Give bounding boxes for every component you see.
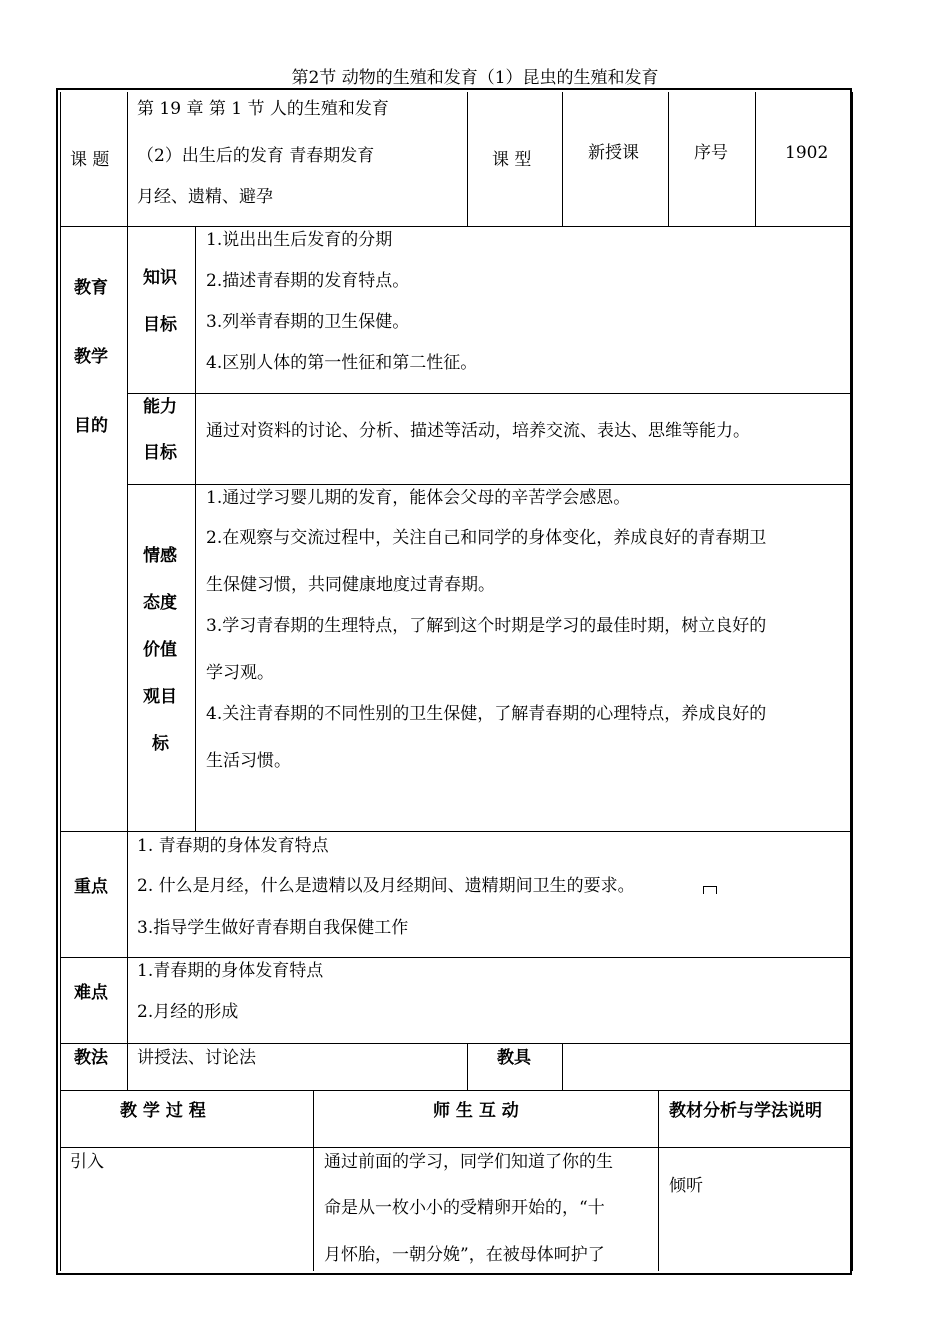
difficulties-label: 难点	[74, 983, 108, 1003]
emotion-label-1: 情感	[143, 546, 177, 566]
topic-label: 课 题	[70, 150, 110, 170]
process-interaction-line-3: 月怀胎，一朝分娩”，在被母体呵护了	[324, 1245, 605, 1265]
topic-line-2: （2）出生后的发育 青春期发育	[137, 146, 375, 166]
difficulty-item-1: 1.青春期的身体发育特点	[137, 961, 324, 981]
row-divider-ability	[127, 484, 852, 485]
row-divider-keypoints	[60, 957, 852, 958]
seq-label: 序号	[694, 143, 728, 163]
col-divider-label	[127, 92, 128, 1090]
emotion-label-4: 观目	[143, 687, 177, 707]
col-divider-sublabel	[195, 226, 196, 831]
type-value: 新授课	[588, 143, 639, 163]
col-divider-topic	[467, 92, 468, 226]
inner-right-border	[852, 92, 853, 1271]
emotion-line-6: 4.关注青春期的不同性别的卫生保健，了解青春期的心理特点，养成良好的	[206, 704, 767, 724]
inner-left-border	[60, 92, 61, 1271]
row-divider-header	[60, 226, 852, 227]
knowledge-label-2: 目标	[143, 315, 177, 335]
keypoints-label: 重点	[74, 877, 108, 897]
document-title: 第2节 动物的生殖和发育（1）昆虫的生殖和发育	[291, 68, 659, 88]
emotion-label-5: 标	[152, 734, 169, 754]
lesson-plan-table-frame	[56, 88, 852, 1275]
knowledge-label-1: 知识	[143, 268, 177, 288]
objectives-label-1: 教育	[74, 278, 108, 298]
ability-label-1: 能力	[143, 397, 177, 417]
row-divider-methods	[60, 1090, 852, 1091]
keypoint-item-2: 2. 什么是月经，什么是遗精以及月经期间、遗精期间卫生的要求。	[137, 876, 635, 896]
emotion-line-3: 生保健习惯，共同健康地度过青春期。	[206, 575, 495, 595]
process-col2-header: 师 生 互 动	[433, 1101, 519, 1121]
knowledge-item-3: 3.列举青春期的卫生保健。	[206, 312, 410, 332]
process-interaction-line-2: 命是从一枚小小的受精卵开始的，“十	[324, 1198, 605, 1218]
objectives-label-3: 目的	[74, 416, 108, 436]
methods-label: 教法	[74, 1048, 108, 1068]
difficulty-item-2: 2.月经的形成	[137, 1002, 239, 1022]
knowledge-item-4: 4.区别人体的第一性征和第二性征。	[206, 353, 478, 373]
emotion-line-7: 生活习惯。	[206, 751, 291, 771]
process-stage: 引入	[70, 1152, 104, 1172]
row-divider-difficulties	[60, 1043, 852, 1044]
process-col3-header: 教材分析与学法说明	[669, 1101, 822, 1121]
methods-value: 讲授法、讨论法	[137, 1048, 256, 1068]
emotion-line-1: 1.通过学习婴儿期的发育，能体会父母的辛苦学会感恩。	[206, 488, 631, 508]
tools-label: 教具	[497, 1048, 531, 1068]
emotion-line-4: 3.学习青春期的生理特点，了解到这个时期是学习的最佳时期，树立良好的	[206, 616, 767, 636]
seq-value: 1902	[785, 143, 829, 163]
emotion-label-2: 态度	[143, 593, 177, 613]
emotion-line-2: 2.在观察与交流过程中，关注自己和同学的身体变化，养成良好的青春期卫	[206, 528, 767, 548]
type-label: 课 型	[492, 150, 532, 170]
col-divider-tools	[562, 1043, 563, 1090]
process-interaction-line-1: 通过前面的学习，同学们知道了你的生	[324, 1152, 613, 1172]
text-cursor-mark	[703, 886, 717, 894]
emotion-line-5: 学习观。	[206, 663, 274, 683]
row-divider-objectives	[60, 831, 852, 832]
knowledge-item-2: 2.描述青春期的发育特点。	[206, 271, 410, 291]
topic-line-3: 月经、遗精、避孕	[137, 187, 273, 207]
col-divider-process1	[313, 1090, 314, 1271]
keypoint-item-1: 1. 青春期的身体发育特点	[137, 836, 329, 856]
row-divider-process-header	[60, 1147, 852, 1148]
topic-line-1: 第 19 章 第 1 节 人的生殖和发育	[137, 99, 389, 119]
col-divider-type	[562, 92, 563, 226]
process-note: 倾听	[669, 1176, 703, 1196]
keypoint-item-3: 3.指导学生做好青春期自我保健工作	[137, 918, 409, 938]
ability-text: 通过对资料的讨论、分析、描述等活动，培养交流、表达、思维等能力。	[206, 421, 750, 441]
col-divider-methods	[467, 1043, 468, 1090]
objectives-label-2: 教学	[74, 347, 108, 367]
process-col1-header: 教 学 过 程	[120, 1101, 206, 1121]
ability-label-2: 目标	[143, 443, 177, 463]
knowledge-item-1: 1.说出出生后发育的分期	[206, 230, 393, 250]
col-divider-seq	[755, 92, 756, 226]
col-divider-process2	[658, 1090, 659, 1271]
row-divider-knowledge	[127, 393, 852, 394]
emotion-label-3: 价值	[143, 640, 177, 660]
col-divider-typeval	[668, 92, 669, 226]
